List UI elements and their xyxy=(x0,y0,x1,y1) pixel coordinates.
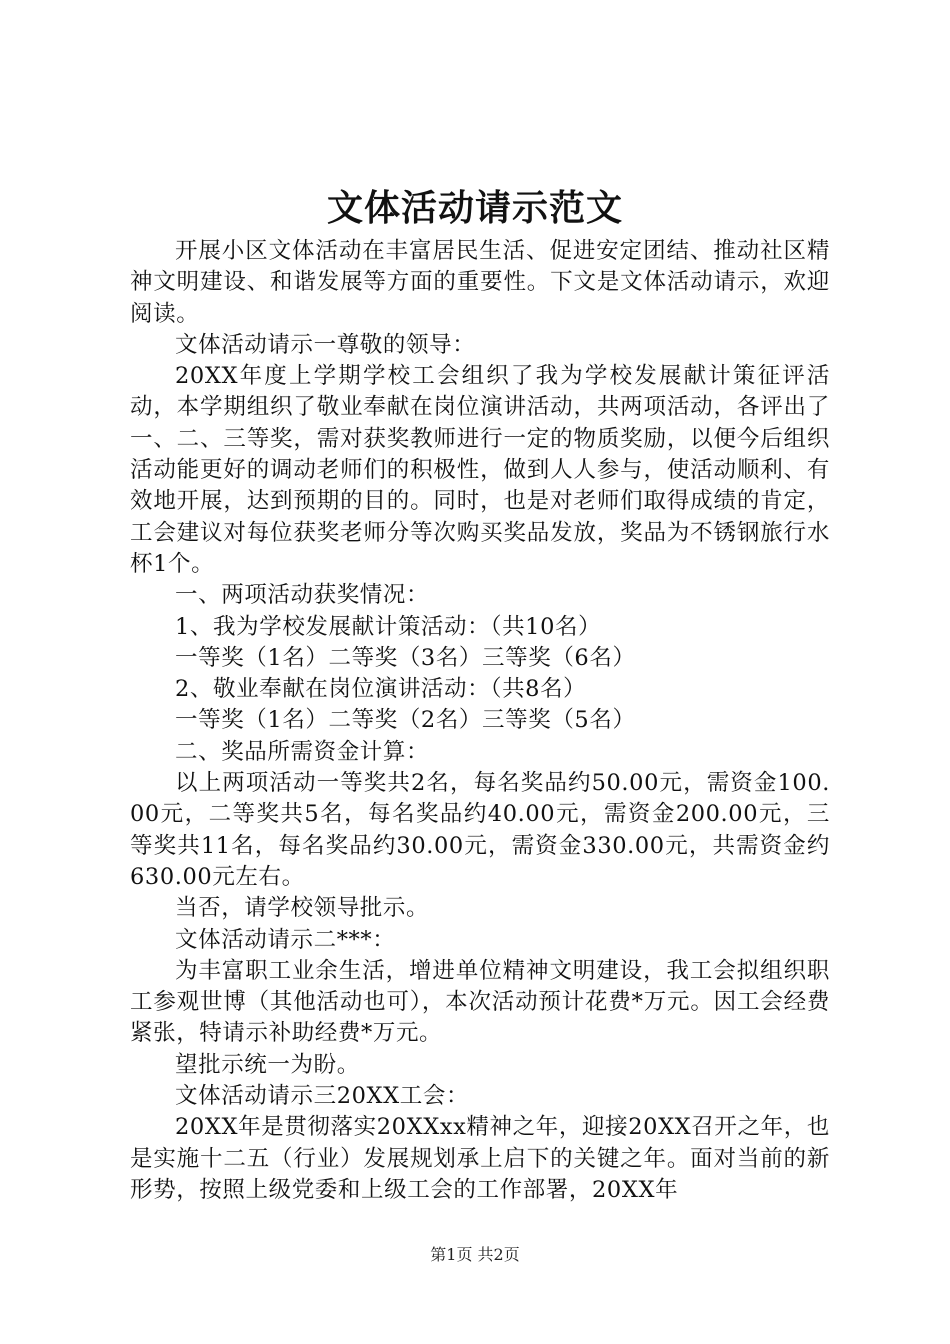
request-one-body: 20XX年度上学期学校工会组织了我为学校发展献计策征评活动，本学期组织了敬业奉献在岗位演讲活动，共两项活动，各评出了一、二、三等奖，需对获奖教师进行一定的物质奖励，以便今后组织活动能更好的调动老师们的积极性，做到人人参与，使活动顺利、有效地开展，达到预期的目的。同时，也是对老师们取得成绩的肯定，工会建议对每位获奖老师分等次购买奖品发放，奖品为不锈钢旅行水杯1个。 xyxy=(130,363,830,577)
request-two-body: 为丰富职工业余生活，增进单位精神文明建设，我工会拟组织职工参观世博（其他活动也可），本次活动预计花费*万元。因工会经费紧张，特请示补助经费*万元。 xyxy=(130,957,830,1047)
activity-two-line: 2、敬业奉献在岗位演讲活动：（共8名） xyxy=(175,676,587,703)
request-three-body: 20XX年是贯彻落实20XXxx精神之年，迎接20XX召开之年，也是实施十二五（行业）发展规划承上启下的关键之年。面对当前的新形势，按照上级党委和上级工会的工作部署，20XX年 xyxy=(130,1114,830,1203)
request-two-closing: 望批示统一为盼。 xyxy=(175,1051,360,1078)
section-funds-heading: 二、奖品所需资金计算： xyxy=(175,738,430,765)
activity-two-awards: 一等奖（1名）二等奖（2名）三等奖（5名） xyxy=(175,707,636,734)
activity-one-awards: 一等奖（1名）二等奖（3名）三等奖（6名） xyxy=(175,644,636,671)
request-two-heading: 文体活动请示二***： xyxy=(175,926,396,953)
approval-request: 当否，请学校领导批示。 xyxy=(175,895,430,922)
document-title: 文体活动请示范文 xyxy=(326,187,623,229)
document-body xyxy=(130,236,830,1206)
request-one-heading: 文体活动请示一尊敬的领导： xyxy=(175,331,476,358)
section-awards-heading: 一、两项活动获奖情况： xyxy=(175,582,430,609)
intro-paragraph: 开展小区文体活动在丰富居民生活、促进安定团结、推动社区精神文明建设、和谐发展等方面的重要性。下文是文体活动请示，欢迎阅读。 xyxy=(130,238,830,327)
funds-calculation: 以上两项活动一等奖共2名，每名奖品约50.00元，需资金100.00元，二等奖共5名，每名奖品约40.00元，需资金200.00元，三等奖共11名，每名奖品约30.00元，需资金330.00元，共需资金约630.00元左右。 xyxy=(130,770,830,890)
page-number-footer: 第1页 共2页 xyxy=(430,1245,520,1264)
request-three-heading: 文体活动请示三20XX工会： xyxy=(175,1083,470,1110)
activity-one-line: 1、我为学校发展献计策活动：（共10名） xyxy=(175,613,602,640)
